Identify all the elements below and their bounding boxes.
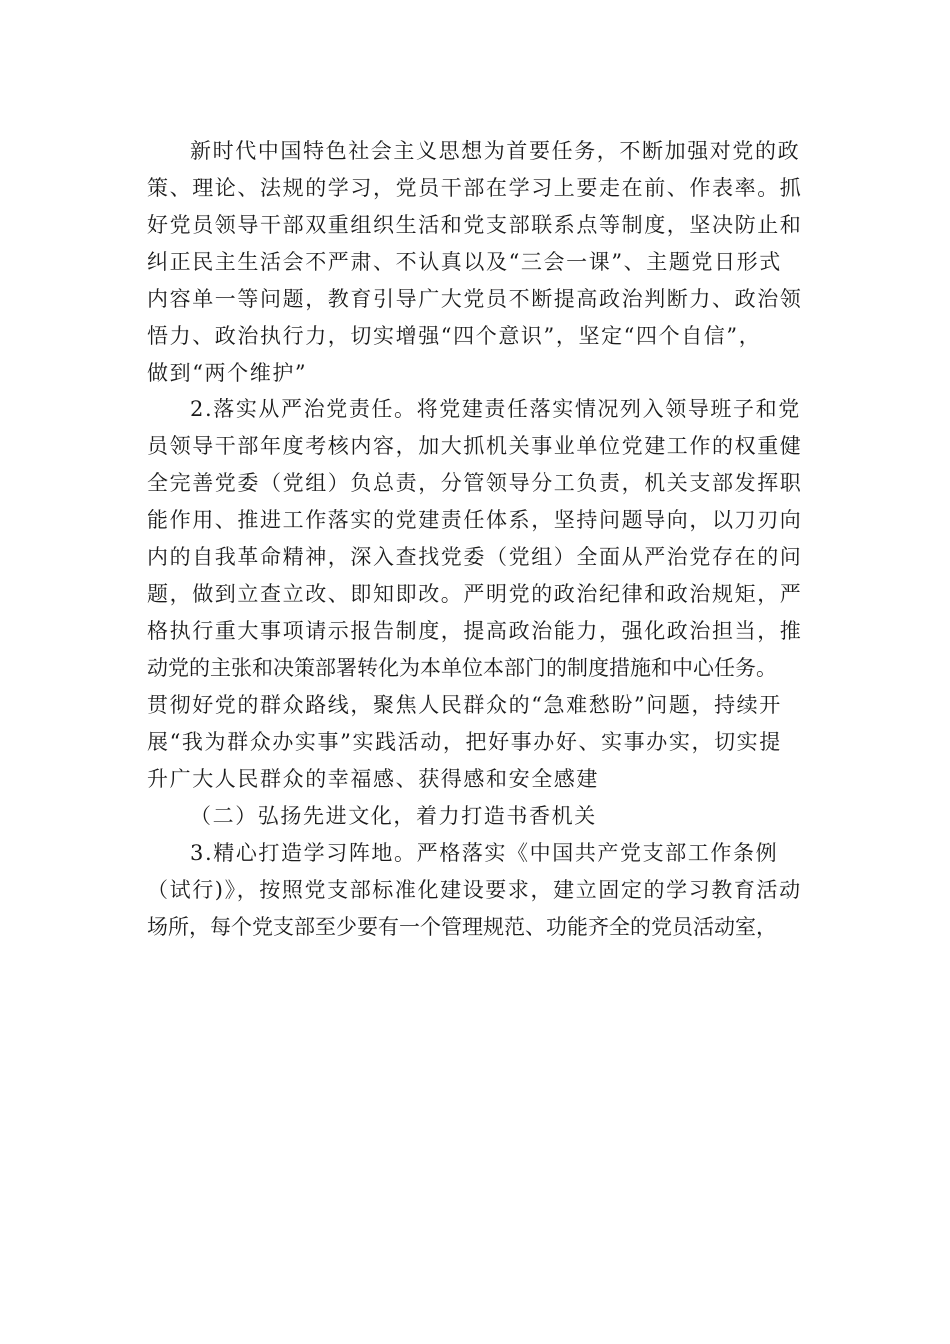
- text-line: 内容单一等问题，教育引导广大党员不断提高政治判断力、政治领: [147, 287, 803, 311]
- text-line: 场所，每个党支部至少要有一个管理规范、功能齐全的党员活动室，: [147, 915, 777, 939]
- text-line: 2.落实从严治党责任。将党建责任落实情况列入领导班子和党: [190, 397, 801, 421]
- text-line: 策、理论、法规的学习，党员干部在学习上要走在前、作表率。抓: [147, 176, 803, 200]
- text-line: 悟力、政治执行力，切实增强“四个意识”，坚定“四个自信”，: [147, 324, 762, 348]
- text-line: 格执行重大事项请示报告制度，提高政治能力，强化政治担当，推: [147, 619, 803, 643]
- text-line: 全完善党委（党组）负总责，分管领导分工负责，机关支部发挥职: [147, 471, 803, 495]
- text-line: 内的自我革命精神，深入查找党委（党组）全面从严治党存在的问: [147, 545, 803, 569]
- text-line: 贯彻好党的群众路线，聚焦人民群众的“急难愁盼”问题，持续开: [147, 693, 782, 717]
- text-line: 展“我为群众办实事”实践活动，把好事办好、实事办实，切实提: [147, 730, 782, 754]
- text-line: 升广大人民群众的幸福感、获得感和安全感建: [147, 767, 599, 791]
- text-line: 动党的主张和决策部署转化为本单位本部门的制度措施和中心任务。: [147, 656, 777, 680]
- text-line: 纠正民主生活会不严肃、不认真以及“三会一课”、主题党日形式: [147, 250, 782, 274]
- text-line: 题，做到立查立改、即知即改。严明党的政治纪律和政治规矩，严: [147, 582, 803, 606]
- text-line: 做到“两个维护”: [147, 361, 308, 385]
- section-heading: （二）弘扬先进文化，着力打造书香机关: [190, 804, 597, 828]
- text-line: 员领导干部年度考核内容，加大抓机关事业单位党建工作的权重健: [147, 434, 803, 458]
- text-line: 新时代中国特色社会主义思想为首要任务，不断加强对党的政: [190, 139, 801, 163]
- text-line: 3.精心打造学习阵地。严格落实《中国共产党支部工作条例: [190, 841, 779, 865]
- text-line: （试行)》，按照党支部标准化建设要求，建立固定的学习教育活动: [147, 878, 802, 902]
- text-line: 好党员领导干部双重组织生活和党支部联系点等制度，坚决防止和: [147, 213, 803, 237]
- text-line: 能作用、推进工作落实的党建责任体系，坚持问题导向，以刀刃向: [147, 508, 803, 532]
